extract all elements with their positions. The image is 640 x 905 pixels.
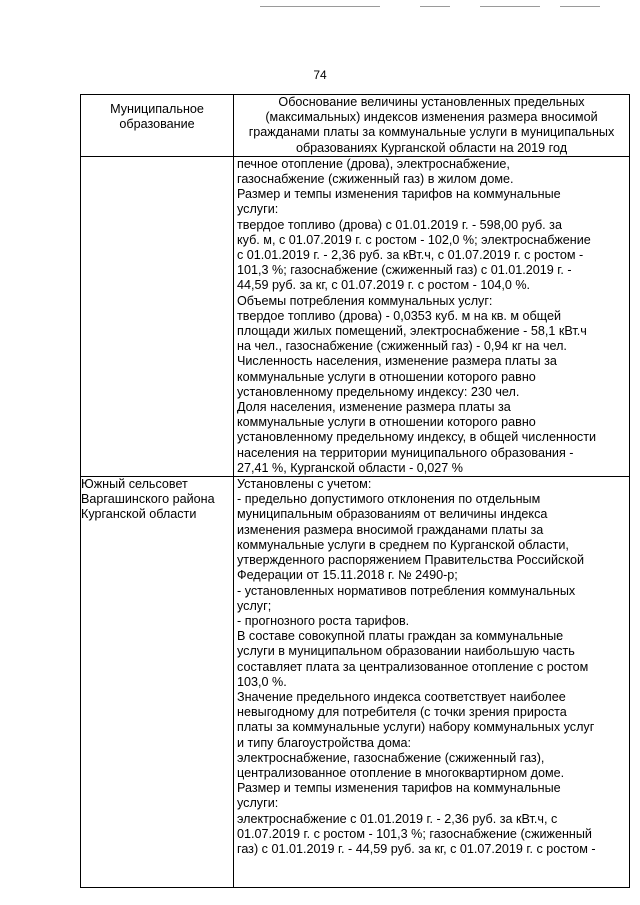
- table-header-row: [81, 95, 630, 157]
- text-line: 01.07.2019 г. с ростом - 101,3 %; газоснабжение (сжиженный: [237, 826, 592, 841]
- scan-artifact: [480, 6, 540, 7]
- header-line: Муниципальное: [110, 102, 204, 116]
- text-line: - предельно допустимого отклонения по отдельным: [237, 492, 541, 507]
- text-line: 103,0 %.: [237, 674, 287, 689]
- text-line: установленному предельному индексу: 230 чел.: [237, 384, 520, 399]
- text-line: твердое топливо (дрова) с 01.01.2019 г. - 598,00 руб. за: [237, 217, 562, 232]
- text-line: услуги:: [237, 796, 279, 811]
- text-line: Размер и темпы изменения тарифов на коммунальные: [237, 781, 561, 796]
- text-line: электроснабжение с 01.01.2019 г. - 2,36 руб. за кВт.ч, с: [237, 811, 558, 826]
- table-row: [81, 477, 630, 888]
- text-line: В составе совокупной платы граждан за коммунальные: [237, 629, 564, 644]
- municipality-cell: [81, 156, 234, 476]
- text-line: - прогнозного роста тарифов.: [237, 613, 410, 628]
- text-line: составляет плата за централизованное отопление с ростом: [237, 659, 589, 674]
- text-line: электроснабжение, газоснабжение (сжиженный газ),: [237, 750, 545, 765]
- text-line: 101,3 %; газоснабжение (сжиженный газ) с 01.01.2019 г. -: [237, 263, 572, 278]
- text-line: невыгодному для потребителя (с точки зрения прироста: [237, 705, 567, 720]
- text-line: муниципальным образованиям от величины индекса: [237, 507, 548, 522]
- header-line: Обоснование величины установленных предельных: [278, 95, 585, 109]
- text-line: коммунальные услуги в среднем по Курганской области,: [237, 537, 569, 552]
- text-line: 27,41 %, Курганской области - 0,027 %: [237, 460, 463, 475]
- text-line: куб. м, с 01.07.2019 г. с ростом - 102,0 %; электроснабжение: [237, 232, 591, 247]
- text-line: коммунальные услуги в отношении которого равно: [237, 415, 536, 430]
- header-line: образование: [119, 117, 195, 132]
- text-line: на чел., газоснабжение (сжиженный газ) - 0,94 кг на чел.: [237, 339, 567, 354]
- text-line: населения на территории муниципального образования -: [237, 445, 574, 460]
- scan-artifact: [260, 6, 380, 7]
- text-line: твердое топливо (дрова) - 0,0353 куб. м на кв. м общей: [237, 308, 562, 323]
- page-number: 74: [313, 68, 327, 82]
- text-line: газоснабжение (сжиженный газ) в жилом доме.: [237, 172, 514, 187]
- text-line: - установленных нормативов потребления коммунальных: [237, 583, 576, 598]
- text-line: услуг;: [237, 598, 272, 613]
- text-line: услуги в муниципальном образовании наибольшую часть: [237, 644, 575, 659]
- text-line: коммунальные услуги в отношении которого равно: [237, 369, 536, 384]
- text-line: Федерации от 15.11.2018 г. № 2490-р;: [237, 568, 458, 583]
- header-line: гражданами платы за коммунальные услуги в муниципальных: [248, 125, 615, 140]
- text-line: централизованное отопление в многоквартирном доме.: [237, 765, 565, 780]
- text-line: услуги:: [237, 202, 279, 217]
- text-line: Объемы потребления коммунальных услуг:: [237, 293, 493, 308]
- municipality-line: Курганской области: [81, 507, 197, 522]
- text-line: Численность населения, изменение размера платы за: [237, 354, 557, 369]
- header-municipality: [81, 95, 234, 157]
- table-row: [81, 156, 630, 476]
- text-line: печное отопление (дрова), электроснабжение,: [237, 156, 510, 171]
- text-line: газ) с 01.01.2019 г. - 44,59 руб. за кг, с 01.07.2019 г. с ростом -: [237, 841, 596, 856]
- header-line: (максимальных) индексов изменения размера вносимой: [265, 110, 598, 125]
- text-line: Доля населения, изменение размера платы за: [237, 400, 511, 415]
- header-justification: [234, 95, 630, 157]
- municipality-cell: [81, 477, 234, 888]
- scan-artifact: [560, 6, 600, 7]
- text-line: с 01.01.2019 г. - 2,36 руб. за кВт.ч, с 01.07.2019 г. с ростом -: [237, 248, 584, 263]
- text-line: Значение предельного индекса соответствует наиболее: [237, 689, 566, 704]
- tariff-table: [80, 94, 630, 888]
- text-line: утвержденного распоряжением Правительства Российской: [237, 553, 585, 568]
- text-line: Установлены с учетом:: [237, 477, 372, 492]
- justification-cell: [234, 477, 630, 888]
- municipality-line: Южный сельсовет: [81, 477, 188, 492]
- header-line: образованиях Курганской области на 2019 год: [295, 140, 568, 155]
- municipality-line: Варгашинского района: [81, 492, 215, 507]
- text-line: 44,59 руб. за кг, с 01.07.2019 г. с ростом - 104,0 %.: [237, 278, 531, 293]
- text-line: изменения размера вносимой гражданами платы за: [237, 522, 544, 537]
- text-line: Размер и темпы изменения тарифов на коммунальные: [237, 187, 561, 202]
- text-line: платы за коммунальные услуги) набору коммунальных услуг: [237, 720, 595, 735]
- scan-artifact: [420, 6, 450, 7]
- text-line: установленному предельному индексу, в общей численности: [237, 430, 597, 445]
- justification-cell: [234, 156, 630, 476]
- text-line: площади жилых помещений, электроснабжение - 58,1 кВт.ч: [237, 324, 587, 339]
- text-line: и типу благоустройства дома:: [237, 735, 412, 750]
